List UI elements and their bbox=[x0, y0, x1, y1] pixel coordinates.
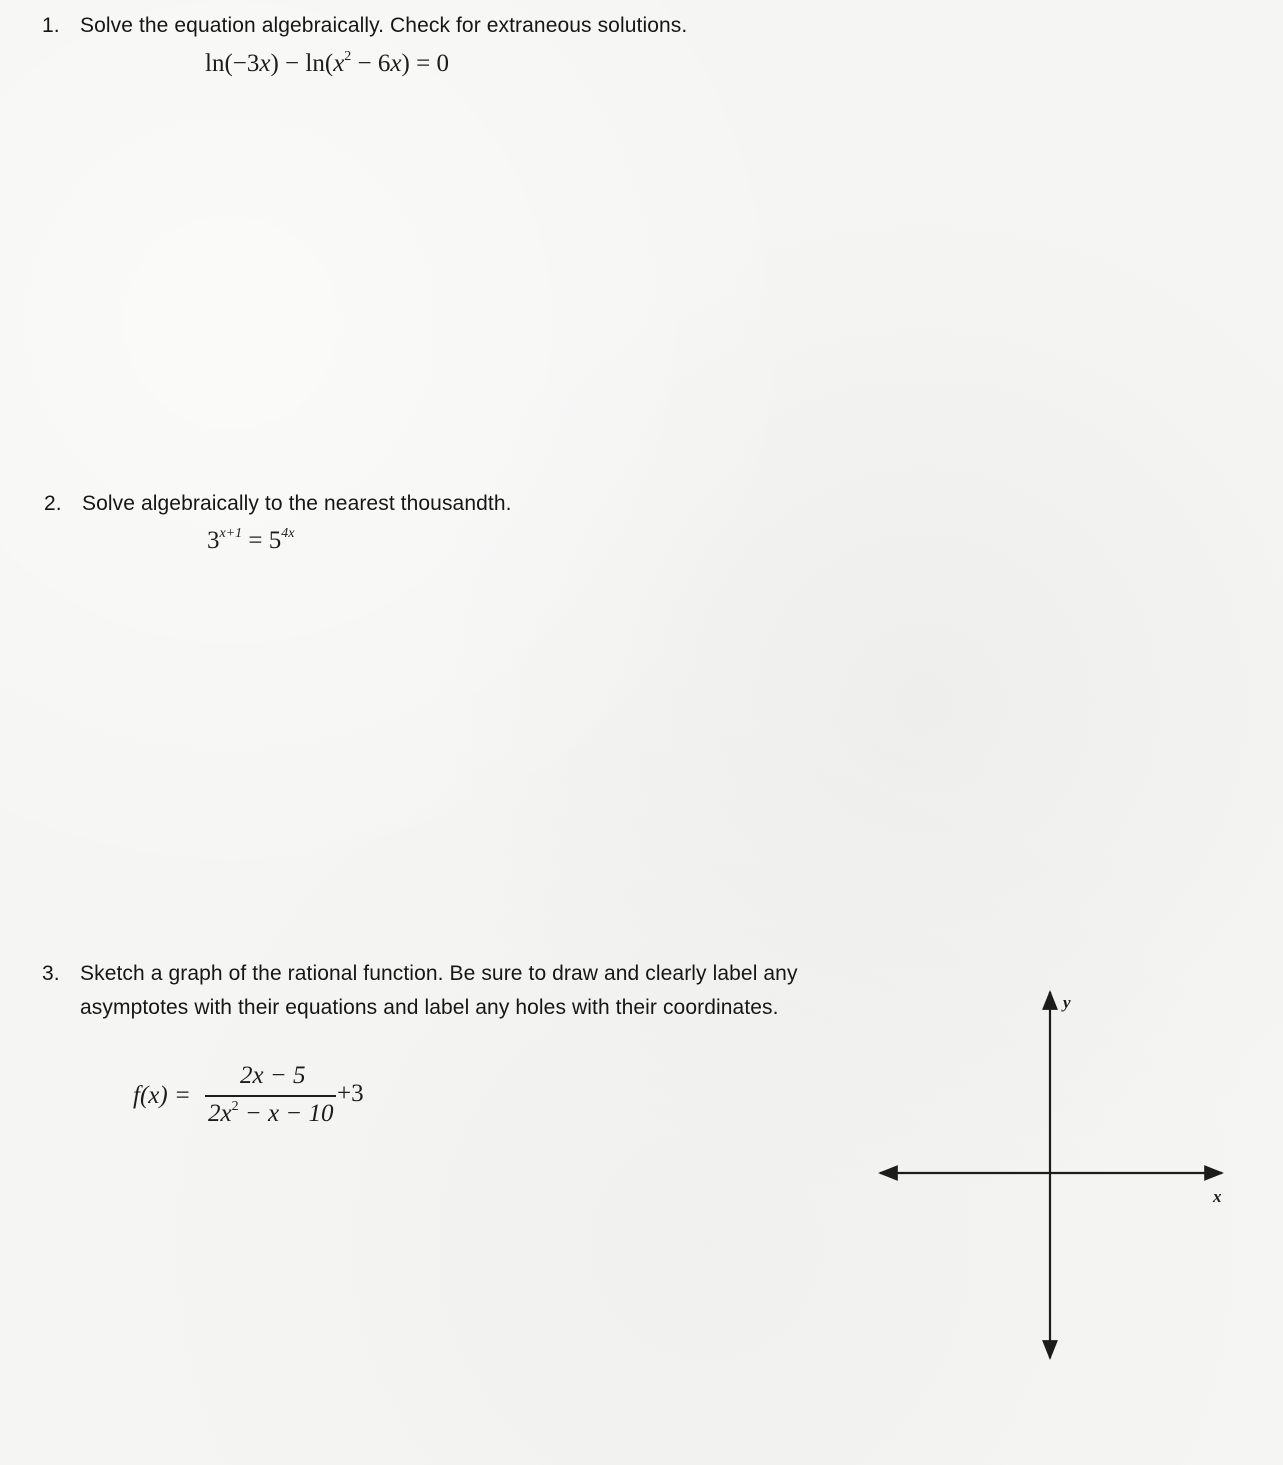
question-2-text: Solve algebraically to the nearest thousandth. bbox=[82, 492, 512, 515]
coordinate-axes[interactable] bbox=[860, 980, 1240, 1370]
question-1-text: Solve the equation algebraically. Check for extraneous solutions. bbox=[80, 14, 688, 37]
question-1-number: 1. bbox=[42, 14, 60, 37]
question-2-number: 2. bbox=[44, 492, 62, 515]
fraction-numerator: 2x − 5 bbox=[240, 1062, 306, 1089]
question-3-prompt-line1 bbox=[42, 957, 798, 991]
fraction-bar bbox=[205, 1095, 336, 1097]
question-1-prompt bbox=[42, 9, 687, 43]
fraction-denominator: $2x^2 - x - 10$ bbox=[208, 1099, 334, 1127]
function-tail: +3 bbox=[337, 1080, 364, 1107]
question-3-number: 3. bbox=[42, 962, 60, 985]
question-3-text-line1: Sketch a graph of the rational function. Be sure to draw and clearly label any bbox=[80, 962, 798, 985]
question-3-prompt-line2 bbox=[80, 991, 779, 1025]
question-2-equation: $3^{x+1} = 5^{4x}$ bbox=[207, 526, 295, 554]
function-lhs: f(x) = bbox=[133, 1082, 191, 1109]
y-axis-label: y bbox=[1063, 993, 1071, 1012]
question-2-prompt bbox=[44, 487, 512, 521]
question-1-equation: $\ln(-3x) - \ln(x^2 - 6x) = 0$ bbox=[205, 49, 449, 77]
x-axis-label: x bbox=[1213, 1187, 1222, 1206]
question-3-text-line2: asymptotes with their equations and label any holes with their coordinates. bbox=[80, 996, 779, 1019]
